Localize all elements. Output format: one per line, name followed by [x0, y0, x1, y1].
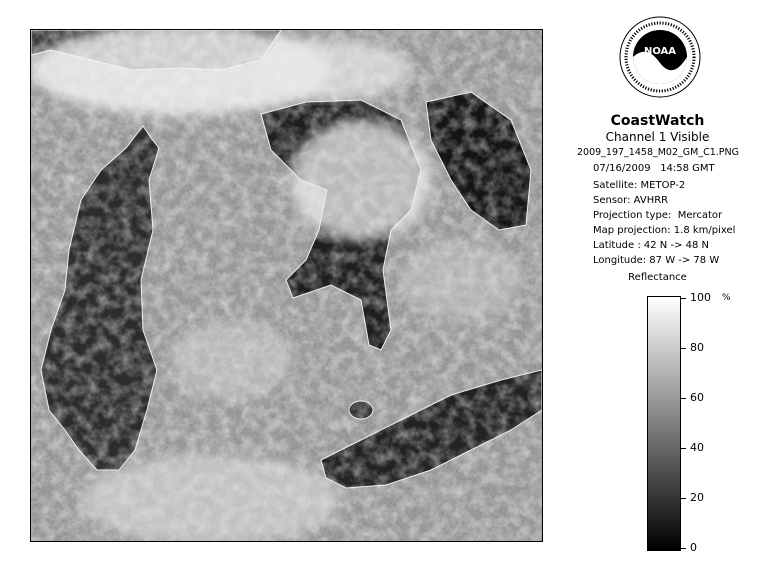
metadata-row	[593, 195, 668, 206]
metadata-value: 1.8 km/pixel	[673, 225, 736, 236]
reflectance-colorbar	[647, 296, 681, 551]
colorbar-tick	[680, 348, 686, 349]
filename: 2009_197_1458_M02_GM_C1.PNG	[577, 147, 739, 158]
metadata-value: METOP-2	[640, 180, 686, 191]
colorbar-tick	[680, 298, 686, 299]
metadata-value: 87 W -> 78 W	[649, 255, 720, 266]
colorbar-tick-label: 60	[690, 391, 704, 404]
metadata-value: Mercator	[677, 210, 723, 221]
time: 14:58 GMT	[660, 163, 715, 174]
metadata-row	[593, 255, 719, 266]
metadata-label: Latitude :	[593, 240, 641, 251]
app-title: CoastWatch	[610, 113, 705, 129]
cloud-cover	[31, 30, 542, 541]
metadata-label: Satellite:	[593, 180, 638, 191]
date-time	[593, 163, 715, 174]
metadata-row	[593, 225, 735, 236]
colorbar-tick-label: 20	[690, 491, 704, 504]
metadata-label: Map projection:	[593, 225, 671, 236]
colorbar-tick	[680, 548, 686, 549]
noaa-logo-text: NOAA	[643, 46, 677, 57]
metadata-row	[593, 180, 685, 191]
channel-subtitle: Channel 1 Visible	[605, 130, 710, 144]
date: 07/16/2009	[593, 163, 651, 174]
satellite-map	[30, 29, 543, 542]
metadata-row	[593, 210, 722, 221]
noaa-logo	[619, 16, 701, 98]
colorbar-unit: %	[722, 293, 731, 303]
metadata-label: Longitude:	[593, 255, 647, 266]
colorbar-tick-label: 40	[690, 441, 704, 454]
metadata-label: Sensor:	[593, 195, 631, 206]
colorbar-tick	[680, 448, 686, 449]
colorbar-label: Reflectance	[628, 272, 687, 283]
colorbar-tick	[680, 398, 686, 399]
colorbar-tick-label: 100	[690, 291, 711, 304]
colorbar-tick	[680, 498, 686, 499]
satellite-image	[31, 30, 542, 541]
metadata-value: AVHRR	[633, 195, 669, 206]
metadata-label: Projection type:	[593, 210, 672, 221]
colorbar-tick-label: 80	[690, 341, 704, 354]
metadata-value: 42 N -> 48 N	[643, 240, 710, 251]
colorbar-tick-label: 0	[690, 541, 697, 554]
metadata-row	[593, 240, 709, 251]
